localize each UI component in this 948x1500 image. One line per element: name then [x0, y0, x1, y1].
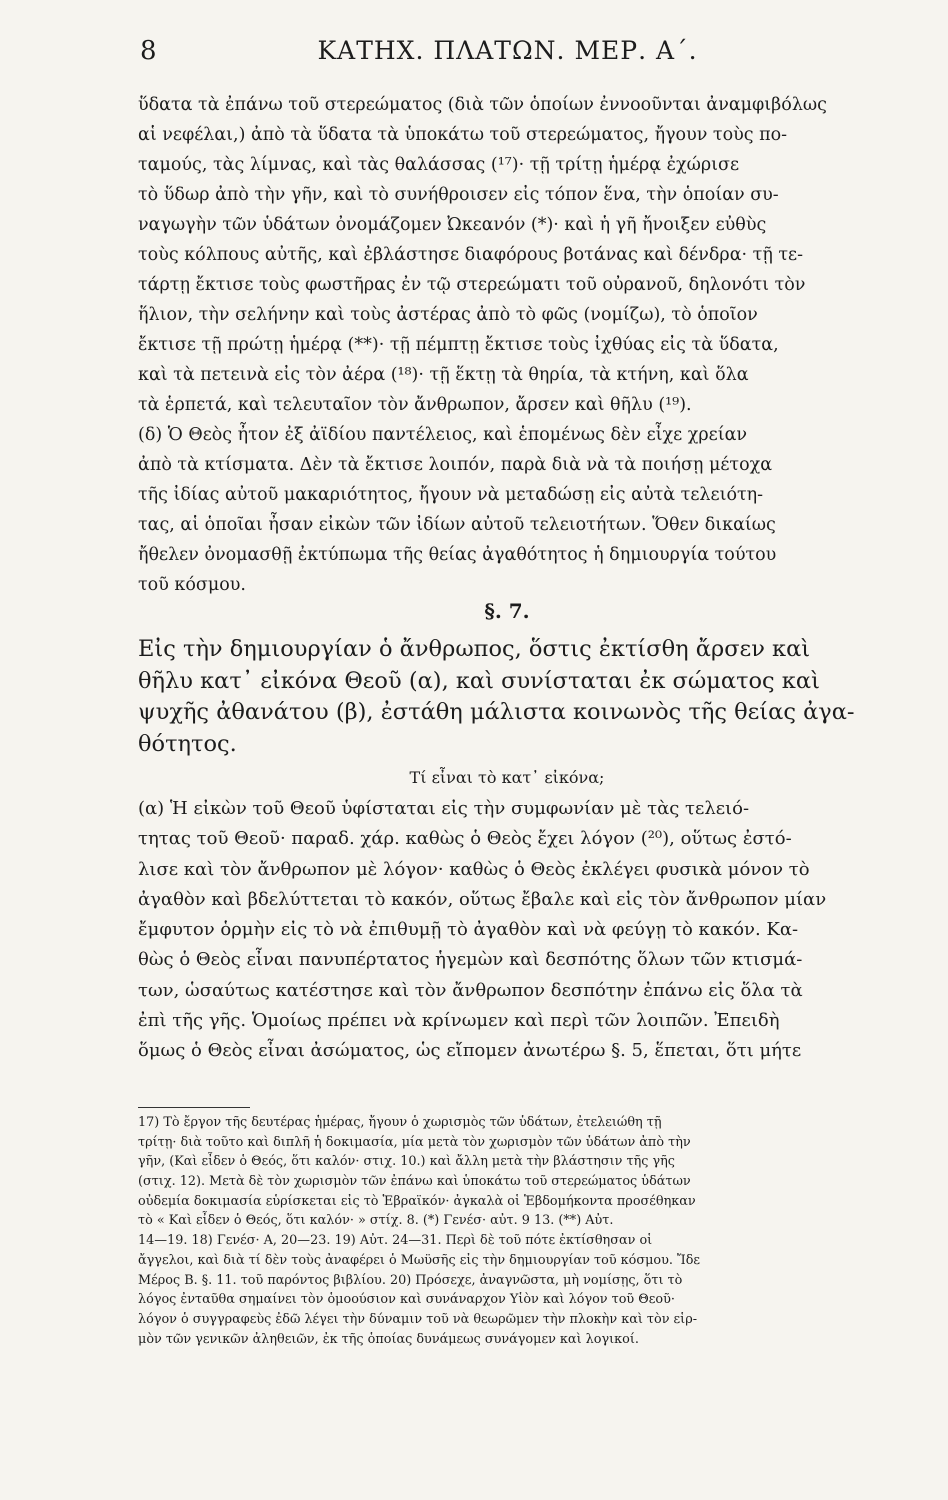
answer-text: [138, 794, 876, 1067]
text-line: τὸ ὕδωρ ἀπὸ τὴν γῆν, καὶ τὸ συνήθροισεν εἰς τόπον ἕνα, τὴν ὁποίαν συ-: [138, 185, 779, 205]
text-line: ὅμως ὁ Θεὸς εἶναι ἀσώματος, ὡς εἴπομεν ἀνωτέρω §. 5, ἕπεται, ὅτι μήτε: [138, 1040, 802, 1062]
text-line: θὼς ὁ Θεὸς εἶναι πανυπέρτατος ἡγεμὼν καὶ δεσπότης ὅλων τῶν κτισμά-: [138, 949, 803, 971]
text-line: ἐπὶ τῆς γῆς. Ὁμοίως πρέπει νὰ κρίνωμεν καὶ περὶ τῶν λοιπῶν. Ἐπειδὴ: [138, 1010, 780, 1032]
running-head: ΚΑΤΗΧ. ΠΛΑΤΩΝ. ΜΕΡ. Α΄.: [317, 36, 698, 65]
text-line: τάρτῃ ἔκτισε τοὺς φωστῆρας ἐν τῷ στερεώματι τοῦ οὐρανοῦ, δηλονότι τὸν: [138, 275, 806, 295]
question-heading: Τί εἶναι τὸ κατ᾽ εἰκόνα;: [409, 768, 605, 787]
text-line: τὰ ἑρπετά, καὶ τελευταῖον τὸν ἄνθρωπον, ἄρσεν καὶ θῆλυ (¹⁹).: [138, 395, 692, 415]
footnote-rule: [138, 1107, 250, 1108]
footnote-line: λόγος ἐνταῦθα σημαίνει τὸν ὁμοούσιον καὶ συνάναρχον Υἱὸν καὶ λόγον τοῦ Θεοῦ·: [138, 1292, 675, 1308]
main-text: [138, 90, 876, 600]
text-line: ἔκτισε τῇ πρώτῃ ἡμέρᾳ (**)· τῇ πέμπτῃ ἔκτισε τοὺς ἰχθύας εἰς τὰ ὕδατα,: [138, 335, 779, 355]
footnote-line: λόγον ὁ συγγραφεὺς ἐδῶ λέγει τὴν δύναμιν τοῦ νὰ θεωρῶμεν τὴν πλοκὴν καὶ τὸν εἱρ-: [138, 1311, 698, 1327]
text-line: λισε καὶ τὸν ἄνθρωπον μὲ λόγον· καθὼς ὁ Θεὸς ἐκλέγει φυσικὰ μόνον τὸ: [138, 858, 810, 880]
text-line: τητας τοῦ Θεοῦ· παραδ. χάρ. καθὼς ὁ Θεὸς ἔχει λόγον (²⁰), οὕτως ἐστό-: [138, 828, 792, 850]
footnote-line: τρίτῃ· διὰ τοῦτο καὶ διπλῆ ἡ δοκιμασία, μία μετὰ τὸν χωρισμὸν τῶν ὑδάτων ἀπὸ τὴν: [138, 1134, 691, 1150]
text-line: ἀπὸ τὰ κτίσματα. Δὲν τὰ ἔκτισε λοιπόν, παρὰ διὰ νὰ τὰ ποιήσῃ μέτοχα: [138, 455, 773, 475]
text-line: ἤθελεν ὀνομασθῇ ἐκτύπωμα τῆς θείας ἀγαθότητος ἡ δημιουργία τούτου: [138, 545, 777, 565]
section-mark: §. 7.: [484, 599, 530, 623]
text-line: καὶ τὰ πετεινὰ εἰς τὸν ἀέρα (¹⁸)· τῇ ἕκτῃ τὰ θηρία, τὰ κτήνη, καὶ ὅλα: [138, 365, 749, 385]
footnote-line: Μέρος Β. §. 11. τοῦ παρόντος βιβλίου. 20) Πρόσεχε, ἀναγνῶστα, μὴ νομίσῃς, ὅτι τὸ: [138, 1272, 683, 1288]
text-line: των, ὡσαύτως κατέστησε καὶ τὸν ἄνθρωπον δεσπότην ἐπάνω εἰς ὅλα τὰ: [138, 979, 803, 1001]
footnote-line: (στιχ. 12). Μετὰ δὲ τὸν χωρισμὸν τῶν ἐπάνω καὶ ὑποκάτω τοῦ στερεώματος ὑδάτων: [138, 1174, 691, 1190]
section-summary: [138, 634, 876, 760]
footnote-line: γῆν, (Καὶ εἶδεν ὁ Θεός, ὅτι καλόν· στιχ. 10.) καὶ ἄλλη μετὰ τὴν βλάστησιν τῆς γῆς: [138, 1154, 675, 1170]
text-line: (α) Ἡ εἰκὼν τοῦ Θεοῦ ὑφίσταται εἰς τὴν συμφωνίαν μὲ τὰς τελειό-: [138, 798, 750, 819]
footnote-line: 17) Τὸ ἔργον τῆς δευτέρας ἡμέρας, ἤγουν ὁ χωρισμὸς τῶν ὑδάτων, ἐτελειώθη τῇ: [138, 1115, 662, 1130]
summary-line: θότητος.: [138, 730, 237, 757]
text-line: τοῦ κόσμου.: [138, 575, 246, 595]
summary-line: ψυχῆς ἀθανάτου (β), ἐστάθη μάλιστα κοινωνὸς τῆς θείας ἀγα-: [138, 699, 855, 725]
text-line: αἱ νεφέλαι,) ἀπὸ τὰ ὕδατα τὰ ὑποκάτω τοῦ στερεώματος, ἤγουν τοὺς πο-: [138, 125, 788, 145]
footnote-line: οὐδεμία δοκιμασία εὑρίσκεται εἰς τὸ Ἑβραϊκόν· ἀγκαλὰ οἱ Ἑβδομήκοντα προσέθηκαν: [138, 1193, 696, 1209]
footnotes: [138, 1113, 876, 1349]
summary-line: Εἰς τὴν δημιουργίαν ὁ ἄνθρωπος, ὅστις ἐκτίσθη ἄρσεν καὶ: [138, 636, 811, 662]
text-line: ἔμφυτον ὁρμὴν εἰς τὸ νὰ ἐπιθυμῇ τὸ ἀγαθὸν καὶ νὰ φεύγῃ τὸ κακόν. Κα-: [138, 919, 799, 941]
page-header: [140, 36, 875, 76]
footnote-line: ἄγγελοι, καὶ διὰ τί δὲν τοὺς ἀναφέρει ὁ Μωϋσῆς εἰς τὴν δημιουργίαν τοῦ κόσμου. Ἴδε: [138, 1252, 701, 1268]
text-line: ἀγαθὸν καὶ βδελύττεται τὸ κακόν, οὕτως ἔβαλε καὶ εἰς τὸν ἄνθρωπον μίαν: [138, 888, 827, 910]
text-line: ὕδατα τὰ ἐπάνω τοῦ στερεώματος (διὰ τῶν ὁποίων ἐννοοῦνται ἀναμφιβόλως: [138, 95, 827, 115]
text-line: ναγωγὴν τῶν ὑδάτων ὀνομάζομεν Ὠκεανόν (*)· καὶ ἡ γῆ ἤνοιξεν εὐθὺς: [138, 215, 767, 235]
text-line: τας, αἱ ὁποῖαι ἦσαν εἰκὼν τῶν ἰδίων αὐτοῦ τελειοτήτων. Ὅθεν δικαίως: [138, 515, 776, 535]
text-line: (δ) Ὁ Θεὸς ἦτον ἐξ ἀϊδίου παντέλειος, καὶ ἑπομένως δὲν εἶχε χρείαν: [138, 425, 748, 445]
footnote-line: τὸ « Καὶ εἶδεν ὁ Θεός, ὅτι καλόν· » στίχ. 8. (*) Γενέσ· αὐτ. 9 13. (**) Αὐτ.: [138, 1213, 614, 1229]
text-line: ἥλιον, τὴν σελήνην καὶ τοὺς ἀστέρας ἀπὸ τὸ φῶς (νομίζω), τὸ ὁποῖον: [138, 305, 758, 325]
footnote-line: μὸν τῶν γενικῶν ἀληθειῶν, ἐκ τῆς ὁποίας δυνάμεως συνάγομεν καὶ λογικοί.: [138, 1331, 639, 1347]
page-number: 8: [140, 36, 157, 66]
text-line: ταμούς, τὰς λίμνας, καὶ τὰς θαλάσσας (¹⁷)· τῇ τρίτῃ ἡμέρᾳ ἐχώρισε: [138, 155, 740, 175]
text-line: τῆς ἰδίας αὐτοῦ μακαριότητος, ἤγουν νὰ μεταδώσῃ εἰς αὐτὰ τελειότη-: [138, 485, 764, 505]
summary-line: θῆλυ κατ᾽ εἰκόνα Θεοῦ (α), καὶ συνίσταται ἐκ σώματος καὶ: [138, 667, 820, 694]
footnote-line: 14—19. 18) Γενέσ· Α, 20—23. 19) Αὐτ. 24—31. Περὶ δὲ τοῦ πότε ἐκτίσθησαν οἱ: [138, 1233, 653, 1249]
text-line: τοὺς κόλπους αὐτῆς, καὶ ἐβλάστησε διαφόρους βοτάνας καὶ δένδρα· τῇ τε-: [138, 245, 804, 265]
